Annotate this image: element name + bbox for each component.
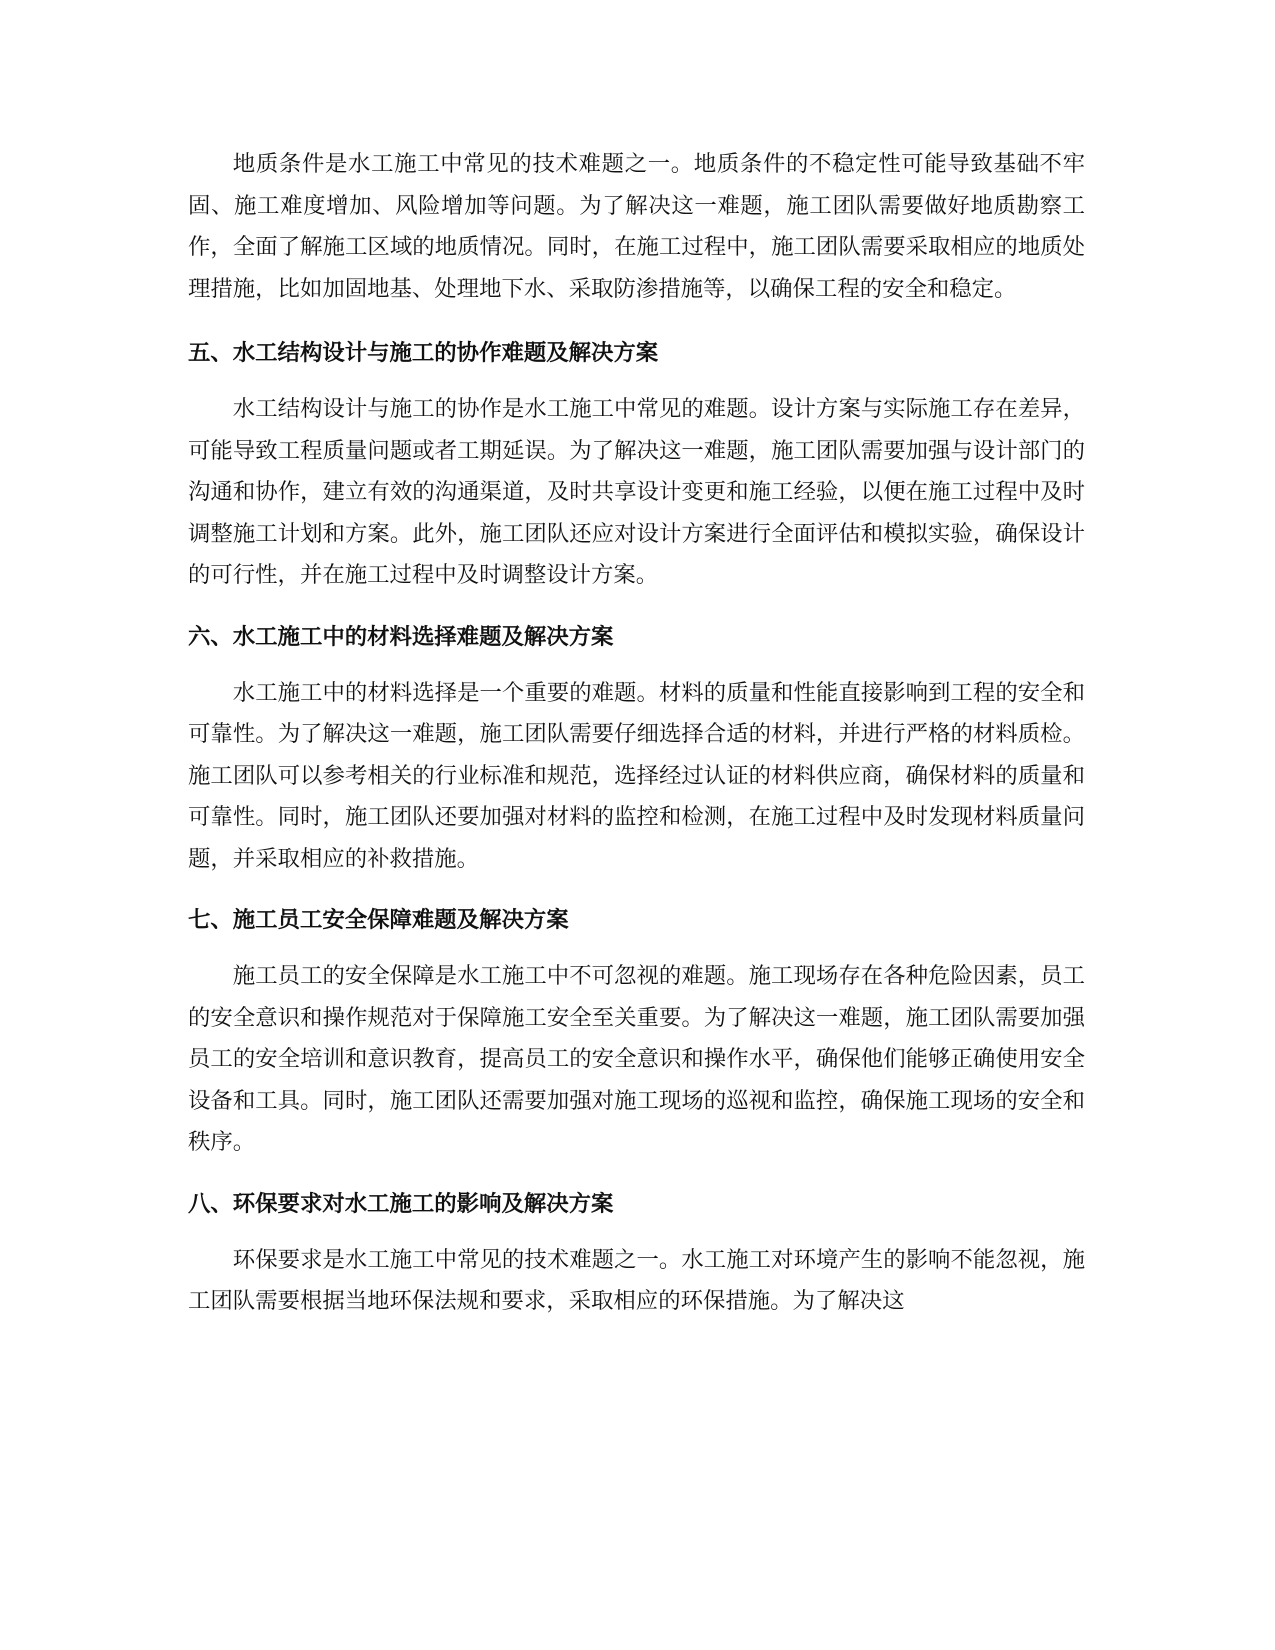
section-heading-6: 六、水工施工中的材料选择难题及解决方案 [188,623,614,650]
section-heading-7: 七、施工员工安全保障难题及解决方案 [188,907,569,933]
paragraph-safety: 施工员工的安全保障是水工施工中不可忽视的难题。施工现场存在各种危险因素，员工的安全意识和操作规范对于保障施工安全至关重要。为了解决这一难题，施工团队需要加强员工的安全培训和意识教育，提高员工的安全意识和操作水平，确保他们能够正确使用安全设备和工具。同时，施工团队还需要加强对施工现场的巡视和监控，确保施工现场的安全和秩序。 [188,963,1085,1155]
paragraph-environment: 环保要求是水工施工中常见的技术难题之一。水工施工对环境产生的影响不能忽视，施工团队需要根据当地环保法规和要求，采取相应的环保措施。为了解决这 [188,1246,1085,1314]
paragraph-design-cooperation: 水工结构设计与施工的协作是水工施工中常见的难题。设计方案与实际施工存在差异，可能导致工程质量问题或者工期延误。为了解决这一难题，施工团队需要加强与设计部门的沟通和协作，建立有效的沟通渠道，及时共享设计变更和施工经验，以便在施工过程中及时调整施工计划和方案。此外，施工团队还应对设计方案进行全面评估和模拟实验，确保设计的可行性，并在施工过程中及时调整设计方案。 [188,396,1085,588]
document-body [188,144,1085,1323]
section-heading-8: 八、环保要求对水工施工的影响及解决方案 [188,1190,614,1217]
section-heading-5: 五、水工结构设计与施工的协作难题及解决方案 [188,340,659,366]
paragraph-materials: 水工施工中的材料选择是一个重要的难题。材料的质量和性能直接影响到工程的安全和可靠性。为了解决这一难题，施工团队需要仔细选择合适的材料，并进行严格的材料质检。施工团队可以参考相关的行业标准和规范，选择经过认证的材料供应商，确保材料的质量和可靠性。同时，施工团队还要加强对材料的监控和检测，在施工过程中及时发现材料质量问题，并采取相应的补救措施。 [188,679,1085,872]
paragraph-geology: 地质条件是水工施工中常见的技术难题之一。地质条件的不稳定性可能导致基础不牢固、施工难度增加、风险增加等问题。为了解决这一难题，施工团队需要做好地质勘察工作，全面了解施工区域的地质情况。同时，在施工过程中，施工团队需要采取相应的地质处理措施，比如加固地基、处理地下水、采取防渗措施等，以确保工程的安全和稳定。 [188,151,1085,302]
